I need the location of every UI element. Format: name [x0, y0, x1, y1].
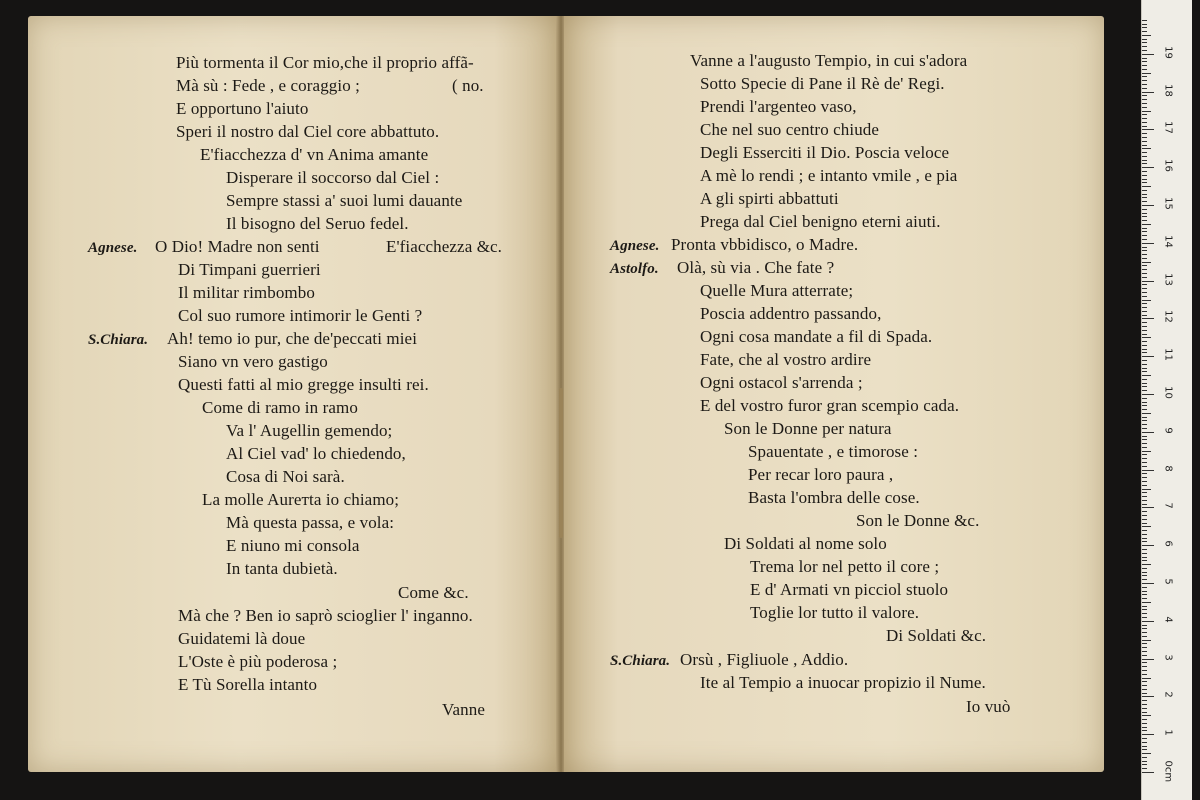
text-line: Siano vn vero gastigo: [178, 352, 328, 371]
ruler-tick: [1142, 621, 1154, 622]
ruler-tick: [1142, 436, 1147, 437]
ruler-tick: [1142, 175, 1147, 176]
text-line: Mà sù : Fede , e coraggio ;: [176, 76, 360, 95]
ruler-tick: [1142, 243, 1154, 244]
ruler-tick: [1142, 462, 1147, 463]
ruler-tick: [1142, 281, 1154, 282]
text-line: Olà, sù via . Che fate ?: [677, 258, 835, 277]
ruler-tick: [1142, 492, 1147, 493]
text-line: Questi fatti al mio gregge insulti rei.: [178, 375, 429, 394]
text-line: Speri il nostro dal Ciel core abbattuto.: [176, 122, 440, 141]
ruler-tick: [1142, 689, 1147, 690]
ruler-tick: [1142, 628, 1147, 629]
ruler-tick: [1142, 197, 1147, 198]
ruler-tick: [1142, 73, 1151, 74]
text-line: Col suo rumore intimorir le Genti ?: [178, 306, 423, 325]
ruler-tick: [1142, 390, 1147, 391]
ruler-tick: [1142, 526, 1151, 527]
ruler-tick: [1142, 504, 1147, 505]
ruler-tick: [1142, 417, 1147, 418]
text-line: La molle Aureтta io chiamo;: [202, 490, 400, 509]
ruler-tick: [1142, 746, 1147, 747]
text-line: Spauentate , e timorose :: [748, 442, 919, 461]
text-line: Al Ciel vad' lo chiedendo,: [226, 444, 406, 463]
ruler-tick: [1142, 413, 1151, 414]
ruler-tick: [1142, 360, 1147, 361]
ruler-tick: [1142, 485, 1147, 486]
text-line: E Tù Sorella intanto: [178, 675, 318, 694]
ruler-tick: [1142, 231, 1147, 232]
ruler-tick: [1142, 311, 1147, 312]
ruler-tick: [1142, 296, 1147, 297]
ruler-tick: [1142, 262, 1151, 263]
ruler-tick: [1142, 315, 1147, 316]
ruler-tick: [1142, 371, 1147, 372]
ruler-tick: [1142, 20, 1147, 21]
ruler-tick: [1142, 587, 1147, 588]
ruler-tick: [1142, 678, 1151, 679]
ruler-tick: [1142, 163, 1147, 164]
ruler-label: 14: [1162, 234, 1174, 248]
ruler-tick: [1142, 209, 1147, 210]
ruler-tick: [1142, 322, 1147, 323]
ruler-tick: [1142, 160, 1147, 161]
speaker-label: S.Chiara.: [88, 332, 149, 348]
ruler-label: 5: [1162, 578, 1174, 585]
text-line: Come di ramo in ramo: [202, 398, 358, 417]
ruler-tick: [1142, 277, 1147, 278]
ruler-tick: [1142, 364, 1147, 365]
ruler-tick: [1142, 61, 1147, 62]
ruler-tick: [1142, 534, 1147, 535]
ruler-tick: [1142, 742, 1147, 743]
ruler-tick: [1142, 530, 1147, 531]
ruler-tick: [1142, 341, 1147, 342]
ruler-tick: [1142, 216, 1147, 217]
ruler-tick: [1142, 454, 1147, 455]
ruler-tick: [1142, 307, 1147, 308]
ruler-tick: [1142, 99, 1147, 100]
ruler-tick: [1142, 712, 1147, 713]
ruler-tick: [1142, 738, 1147, 739]
ruler-tick: [1142, 768, 1147, 769]
ruler-tick: [1142, 553, 1147, 554]
ruler-tick: [1142, 345, 1147, 346]
text-line: E del vostro furor gran scempio cada.: [700, 396, 960, 415]
text-line: L'Oste è più poderosa ;: [178, 652, 338, 671]
ruler-tick: [1142, 538, 1147, 539]
ruler-tick: [1142, 337, 1151, 338]
ruler-tick: [1142, 35, 1151, 36]
ruler-label: 2: [1162, 691, 1174, 699]
ruler-tick: [1142, 489, 1151, 490]
ruler-tick: [1142, 693, 1147, 694]
ruler-label: 0cm: [1162, 760, 1174, 783]
ruler-tick: [1142, 65, 1147, 66]
ruler-tick: [1142, 583, 1154, 584]
ruler-tick: [1142, 402, 1147, 403]
ruler-tick: [1142, 167, 1154, 168]
ruler-label: 6: [1162, 540, 1174, 547]
ruler-tick: [1142, 519, 1147, 520]
ruler-tick: [1142, 349, 1147, 350]
ruler-tick: [1142, 549, 1147, 550]
ruler-tick: [1142, 398, 1147, 399]
text-line: Disperare il soccorso dal Ciel :: [226, 168, 440, 187]
ruler-tick: [1142, 719, 1147, 720]
ruler-tick: [1142, 84, 1147, 85]
ruler-tick: [1142, 473, 1147, 474]
text-line: Prendi l'argenteo vaso,: [700, 97, 857, 116]
ruler-tick: [1142, 24, 1147, 25]
ruler-tick: [1142, 107, 1147, 108]
ruler-tick: [1142, 727, 1147, 728]
ruler-tick: [1142, 247, 1147, 248]
text-line: ( no.: [452, 76, 484, 95]
ruler-tick: [1142, 674, 1147, 675]
ruler-tick: [1142, 179, 1147, 180]
ruler-tick: [1142, 632, 1147, 633]
ruler-label: 1: [1162, 729, 1174, 736]
text-line: Sempre stassi a' suoi lumi dauante: [226, 191, 463, 210]
ruler-tick: [1142, 470, 1154, 471]
open-book: [28, 16, 1104, 774]
text-line: Prega dal Ciel benigno eterni aiuti.: [700, 212, 941, 231]
ruler-tick: [1142, 730, 1147, 731]
ruler-tick: [1142, 213, 1147, 214]
ruler-label: 17: [1162, 121, 1174, 135]
ruler-tick: [1142, 636, 1147, 637]
ruler-tick: [1142, 591, 1147, 592]
text-line: A mè lo rendi ; e intanto vmile , e pia: [700, 166, 958, 185]
ruler-tick: [1142, 318, 1154, 319]
ruler-tick: [1142, 148, 1151, 149]
ruler-tick: [1142, 602, 1151, 603]
ruler-tick: [1142, 609, 1147, 610]
ruler-tick: [1142, 507, 1154, 508]
text-line: E'fiacchezza d' vn Anima amante: [200, 145, 429, 164]
ruler-label: 13: [1162, 272, 1174, 286]
text-line: In tanta dubietà.: [226, 559, 338, 578]
ruler-tick: [1142, 659, 1154, 660]
ruler-tick: [1142, 292, 1147, 293]
ruler-tick: [1142, 368, 1147, 369]
ruler-tick: [1142, 481, 1147, 482]
text-line: Basta l'ombra delle cose.: [748, 488, 920, 507]
ruler-tick: [1142, 670, 1147, 671]
ruler-tick: [1142, 182, 1147, 183]
ruler-tick: [1142, 432, 1154, 433]
ruler-tick: [1142, 228, 1147, 229]
ruler-tick: [1142, 54, 1154, 55]
text-line: Guidatemi là doue: [178, 629, 306, 648]
catchword: Io vuò: [966, 697, 1011, 716]
ruler-tick: [1142, 625, 1147, 626]
ruler-tick: [1142, 273, 1147, 274]
ruler-tick: [1142, 734, 1154, 735]
ruler-tick: [1142, 129, 1154, 130]
ruler-tick: [1142, 141, 1147, 142]
ruler-tick: [1142, 69, 1147, 70]
ruler-tick: [1142, 420, 1147, 421]
ruler-tick: [1142, 704, 1147, 705]
ruler-tick: [1142, 379, 1147, 380]
ruler-tick: [1142, 224, 1151, 225]
text-line: Di Soldati &c.: [886, 626, 987, 645]
ruler-tick: [1142, 500, 1147, 501]
ruler-tick: [1142, 375, 1151, 376]
ruler-tick: [1142, 50, 1147, 51]
ruler-tick: [1142, 557, 1147, 558]
ruler-tick: [1142, 662, 1147, 663]
ruler-tick: [1142, 572, 1147, 573]
ruler-tick: [1142, 643, 1147, 644]
ruler-tick: [1142, 330, 1147, 331]
ruler-tick: [1142, 352, 1147, 353]
ruler-tick: [1142, 772, 1154, 773]
ruler-tick: [1142, 647, 1147, 648]
ruler-tick: [1142, 394, 1154, 395]
text-line: O Dio! Madre non senti: [155, 237, 320, 256]
text-line: Cosa di Noi sarà.: [226, 467, 345, 486]
ruler-tick: [1142, 749, 1147, 750]
ruler-tick: [1142, 708, 1147, 709]
ruler-tick: [1142, 258, 1147, 259]
ruler-tick: [1142, 560, 1147, 561]
ruler-label: 9: [1162, 427, 1174, 434]
text-line: Di Soldati al nome solo: [724, 534, 887, 553]
ruler-tick: [1142, 424, 1147, 425]
text-line: Degli Esserciti il Dio. Poscia veloce: [700, 143, 950, 162]
text-line: Trema lor nel petto il core ;: [750, 557, 940, 576]
text-line: Più tormenta il Cor mio,che il proprio affã-: [176, 53, 474, 72]
text-line: Son le Donne per natura: [724, 419, 892, 438]
ruler-tick: [1142, 88, 1147, 89]
ruler-tick: [1142, 439, 1147, 440]
text-line: E d' Armati vn picciol stuolo: [750, 580, 949, 599]
ruler-tick: [1142, 288, 1147, 289]
ruler-tick: [1142, 145, 1147, 146]
ruler-tick: [1142, 27, 1147, 28]
text-line: Pronta vbbidisco, o Madre.: [671, 235, 859, 254]
left-page: [28, 16, 558, 772]
ruler-tick: [1142, 254, 1147, 255]
ruler-label: 10: [1162, 386, 1174, 399]
ruler-tick: [1142, 640, 1151, 641]
text-line: Ah! temo io pur, che de'peccati miei: [167, 329, 418, 348]
ruler-label: 3: [1162, 653, 1174, 661]
ruler-label: 18: [1162, 83, 1174, 97]
ruler-tick: [1142, 334, 1147, 335]
ruler-tick: [1142, 447, 1147, 448]
ruler-tick: [1142, 76, 1147, 77]
ruler-tick: [1142, 171, 1147, 172]
ruler-tick: [1142, 205, 1154, 206]
text-line: Di Timpani guerrieri: [178, 260, 321, 279]
ruler-tick: [1142, 761, 1147, 762]
text-line: A gli spirti abbattuti: [700, 189, 839, 208]
ruler-tick: [1142, 496, 1147, 497]
ruler-tick: [1142, 458, 1147, 459]
text-line: E'fiacchezza &c.: [386, 237, 503, 256]
text-line: Va l' Augellin gemendo;: [226, 421, 393, 440]
ruler-tick: [1142, 46, 1147, 47]
ruler-label: 8: [1162, 464, 1174, 472]
ruler-tick: [1142, 696, 1154, 697]
ruler-tick: [1142, 753, 1151, 754]
ruler-tick: [1142, 118, 1147, 119]
ruler-tick: [1142, 220, 1147, 221]
text-line: Son le Donne &c.: [856, 511, 980, 530]
ruler-tick: [1142, 42, 1147, 43]
text-line: Il bisogno del Seruo fedel.: [226, 214, 409, 233]
ruler-tick: [1142, 326, 1147, 327]
ruler-tick: [1142, 545, 1154, 546]
text-line: Che nel suo centro chiude: [700, 120, 880, 139]
ruler-tick: [1142, 655, 1147, 656]
speaker-label: S.Chiara.: [610, 653, 671, 669]
ruler-tick: [1142, 477, 1147, 478]
text-line: Vanne a l'augusto Tempio, in cui s'adora: [690, 51, 968, 70]
ruler-tick: [1142, 239, 1147, 240]
text-line: E niuno mi consola: [226, 536, 360, 555]
ruler-tick: [1142, 269, 1147, 270]
ruler-tick: [1142, 201, 1147, 202]
text-line: Il militar rimbombo: [178, 283, 315, 302]
ruler-label: 16: [1162, 159, 1174, 173]
ruler-tick: [1142, 651, 1147, 652]
ruler-tick: [1142, 715, 1151, 716]
ruler-tick: [1142, 126, 1147, 127]
ruler-tick: [1142, 137, 1147, 138]
ruler-tick: [1142, 666, 1147, 667]
ruler-label: 12: [1162, 310, 1174, 324]
text-line: Ogni ostacol s'arrenda ;: [700, 373, 863, 392]
text-line: Poscia addentro passando,: [700, 304, 882, 323]
ruler-tick: [1142, 575, 1147, 576]
ruler-tick: [1142, 250, 1147, 251]
speaker-label: Agnese.: [88, 240, 138, 256]
text-line: Ogni cosa mandate a fil di Spada.: [700, 327, 933, 346]
ruler-tick: [1142, 681, 1147, 682]
ruler-tick: [1142, 428, 1147, 429]
ruler-tick: [1142, 541, 1147, 542]
text-line: Quelle Mura atterrate;: [700, 281, 854, 300]
text-line: Fate, che al vostro ardire: [700, 350, 872, 369]
ruler-tick: [1142, 515, 1147, 516]
ruler-tick: [1142, 405, 1147, 406]
catchword: Vanne: [442, 700, 485, 719]
ruler-tick: [1142, 700, 1147, 701]
ruler-tick: [1142, 39, 1147, 40]
ruler-tick: [1142, 356, 1154, 357]
ruler-tick: [1142, 152, 1147, 153]
ruler-label: 7: [1162, 502, 1174, 510]
ruler-tick: [1142, 133, 1147, 134]
binding-thread: [559, 388, 563, 538]
ruler-tick: [1142, 95, 1147, 96]
ruler-tick: [1142, 190, 1147, 191]
ruler-tick: [1142, 194, 1147, 195]
ruler-tick: [1142, 303, 1147, 304]
ruler-tick: [1142, 156, 1147, 157]
ruler-tick: [1142, 235, 1147, 236]
ruler-tick: [1142, 443, 1147, 444]
ruler-tick: [1142, 451, 1151, 452]
ruler-tick: [1142, 511, 1147, 512]
text-line: Orsù , Figliuole , Addio.: [680, 650, 849, 669]
ruler-tick: [1142, 568, 1147, 569]
ruler-tick: [1142, 31, 1147, 32]
text-line: Come &c.: [398, 583, 469, 602]
ruler-tick: [1142, 606, 1147, 607]
ruler-tick: [1142, 685, 1147, 686]
ruler-tick: [1142, 764, 1147, 765]
ruler-tick: [1142, 300, 1151, 301]
text-line: Toglie lor tutto il valore.: [750, 603, 920, 622]
text-line: Mà che ? Ben io saprò sciogliеr l' inganno.: [178, 606, 473, 625]
text-line: E opportuno l'aiuto: [176, 99, 309, 118]
text-line: Per recar loro paura ,: [748, 465, 894, 484]
ruler-tick: [1142, 383, 1147, 384]
ruler-tick: [1142, 103, 1147, 104]
ruler-tick: [1142, 80, 1147, 81]
ruler-tick: [1142, 386, 1147, 387]
ruler-tick: [1142, 284, 1147, 285]
ruler-tick: [1142, 409, 1147, 410]
ruler-tick: [1142, 122, 1147, 123]
ruler-label: 15: [1162, 197, 1174, 210]
ruler-tick: [1142, 265, 1147, 266]
speaker-label: Agnese.: [610, 238, 660, 254]
ruler-tick: [1142, 564, 1151, 565]
ruler-tick: [1142, 111, 1151, 112]
ruler-label: 19: [1162, 45, 1174, 59]
ruler-tick: [1142, 186, 1151, 187]
ruler-tick: [1142, 757, 1147, 758]
ruler-tick: [1142, 58, 1147, 59]
ruler-tick: [1142, 92, 1154, 93]
ruler-tick: [1142, 466, 1147, 467]
right-page: [564, 16, 1104, 772]
measurement-ruler: [1141, 0, 1192, 800]
text-line: Mà questa passa, e vola:: [226, 513, 395, 532]
ruler-tick: [1142, 579, 1147, 580]
ruler-tick: [1142, 723, 1147, 724]
ruler-tick: [1142, 114, 1147, 115]
speaker-label: Astolfo.: [610, 261, 659, 277]
ruler-tick: [1142, 594, 1147, 595]
text-line: Ite al Tempio a inuocar propizio il Nume.: [700, 673, 986, 692]
ruler-tick: [1142, 598, 1147, 599]
ruler-tick: [1142, 523, 1147, 524]
ruler-label: 4: [1162, 616, 1174, 623]
ruler-label: 11: [1162, 348, 1174, 362]
ruler-tick: [1142, 617, 1147, 618]
text-line: Sotto Specie di Pane il Rè de' Regi.: [700, 74, 945, 93]
ruler-tick: [1142, 613, 1147, 614]
